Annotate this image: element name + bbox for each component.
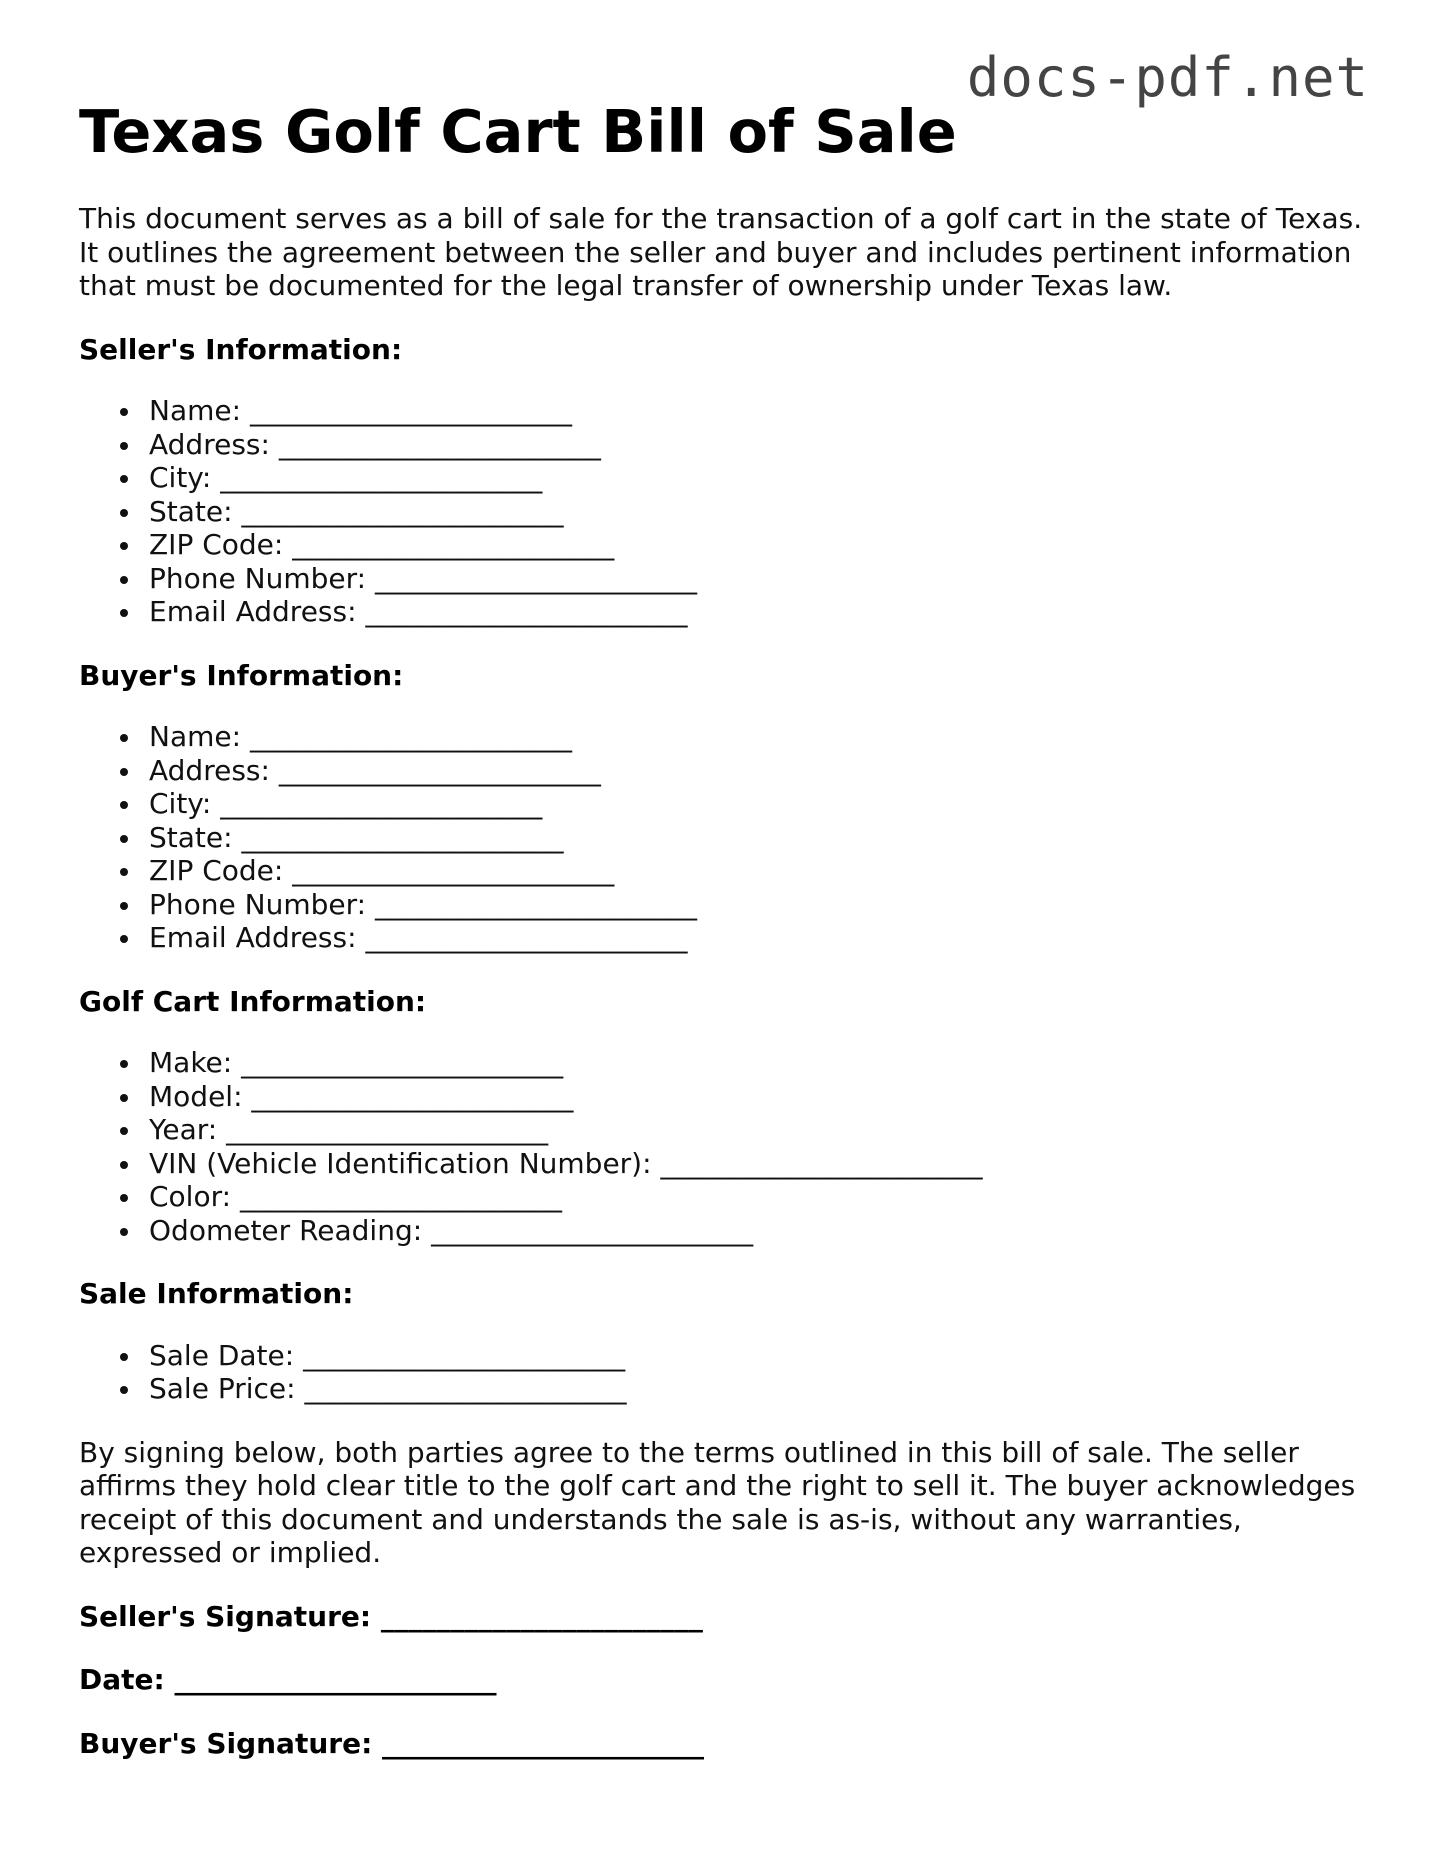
fill-in-blank[interactable]: _______________________ xyxy=(292,528,615,561)
fill-in-blank[interactable]: _______________________ xyxy=(226,1113,549,1146)
field-label: State: xyxy=(149,494,233,528)
date-label: Date: xyxy=(79,1663,165,1696)
cart-field-list xyxy=(79,1046,1369,1247)
field-label: Make: xyxy=(149,1046,233,1079)
buyer-city-field xyxy=(149,787,1369,821)
cart-model-field xyxy=(149,1080,1369,1114)
cart-vin-field xyxy=(149,1147,1369,1181)
field-label: Name: xyxy=(149,720,242,753)
seller-city-field xyxy=(149,461,1369,495)
fill-in-blank[interactable]: _______________________ xyxy=(431,1213,754,1247)
field-label: Email Address: xyxy=(149,921,357,954)
field-label: VIN (Vehicle Identification Number): xyxy=(149,1146,652,1180)
seller-zip-field xyxy=(149,528,1369,562)
field-label: Phone Number: xyxy=(149,561,367,595)
field-label: Color: xyxy=(149,1180,232,1213)
seller-address-field xyxy=(149,428,1369,462)
field-label: Phone Number: xyxy=(149,887,367,921)
fill-in-blank[interactable]: _______________________ xyxy=(303,1338,626,1372)
date-blank[interactable]: _______________________ xyxy=(174,1663,497,1696)
cart-make-field xyxy=(149,1046,1369,1080)
field-label: Model: xyxy=(149,1079,243,1113)
fill-in-blank[interactable]: _______________________ xyxy=(220,461,543,494)
field-label: Year: xyxy=(149,1113,218,1146)
field-label: Sale Price: xyxy=(149,1372,296,1405)
cart-heading: Golf Cart Information: xyxy=(79,984,427,1018)
fill-in-blank[interactable]: _______________________ xyxy=(278,427,601,461)
buyer-address-field xyxy=(149,754,1369,788)
buyer-signature-label: Buyer's Signature: xyxy=(79,1726,373,1760)
fill-in-blank[interactable]: _______________________ xyxy=(292,854,615,887)
fill-in-blank[interactable]: _______________________ xyxy=(249,394,572,427)
buyer-signature-line xyxy=(79,1727,1369,1761)
field-label: Address: xyxy=(149,427,270,461)
cart-odometer-field xyxy=(149,1214,1369,1248)
fill-in-blank[interactable]: _______________________ xyxy=(365,595,688,628)
signature-blank[interactable]: _______________________ xyxy=(380,1599,703,1633)
buyer-name-field xyxy=(149,720,1369,754)
buyer-phone-field xyxy=(149,888,1369,922)
watermark: docs-pdf.net xyxy=(966,46,1369,109)
field-label: State: xyxy=(149,820,233,854)
fill-in-blank[interactable]: _______________________ xyxy=(241,494,564,528)
sale-field-list xyxy=(79,1339,1369,1406)
seller-state-field xyxy=(149,495,1369,529)
agreement-paragraph: By signing below, both parties agree to the terms outlined in this bill of sale. The seller affirms they hold clear title to the golf cart and the right to sell it. The buyer acknowledges receipt of this document and understands the sale is as-is, without any warranties, expressed or implied. xyxy=(79,1435,1356,1569)
buyer-state-field xyxy=(149,821,1369,855)
document-title: Texas Golf Cart Bill of Sale xyxy=(79,97,957,166)
document-page xyxy=(79,92,1369,1760)
date-line xyxy=(79,1663,1369,1697)
seller-phone-field xyxy=(149,562,1369,596)
fill-in-blank[interactable]: _______________________ xyxy=(374,887,697,921)
seller-heading: Seller's Information: xyxy=(79,332,403,366)
fill-in-blank[interactable]: _______________________ xyxy=(249,720,572,753)
buyer-zip-field xyxy=(149,854,1369,888)
fill-in-blank[interactable]: _______________________ xyxy=(220,787,543,820)
buyer-heading: Buyer's Information: xyxy=(79,658,404,692)
buyer-field-list xyxy=(79,720,1369,955)
field-label: Odometer Reading: xyxy=(149,1213,423,1247)
fill-in-blank[interactable]: _______________________ xyxy=(304,1372,627,1405)
buyer-email-field xyxy=(149,921,1369,955)
fill-in-blank[interactable]: _______________________ xyxy=(251,1079,574,1113)
field-label: City: xyxy=(149,787,212,820)
fill-in-blank[interactable]: _______________________ xyxy=(241,820,564,854)
fill-in-blank[interactable]: _______________________ xyxy=(241,1046,564,1079)
fill-in-blank[interactable]: _______________________ xyxy=(239,1180,562,1213)
field-label: ZIP Code: xyxy=(149,528,284,561)
fill-in-blank[interactable]: _______________________ xyxy=(365,921,688,954)
fill-in-blank[interactable]: _______________________ xyxy=(374,561,697,595)
intro-paragraph: This document serves as a bill of sale for the transaction of a golf cart in the state of Texas. It outlines the agreement between the seller and buyer and includes pertinent information that must be documented for the legal transfer of ownership under Texas law. xyxy=(79,202,1363,302)
seller-signature-line xyxy=(79,1600,1369,1634)
seller-signature-label: Seller's Signature: xyxy=(79,1599,372,1633)
seller-name-field xyxy=(149,394,1369,428)
field-label: Email Address: xyxy=(149,595,357,628)
cart-color-field xyxy=(149,1180,1369,1214)
fill-in-blank[interactable]: _______________________ xyxy=(660,1146,983,1180)
field-label: ZIP Code: xyxy=(149,854,284,887)
sale-heading: Sale Information: xyxy=(79,1277,354,1310)
sale-date-field xyxy=(149,1339,1369,1373)
seller-email-field xyxy=(149,595,1369,629)
cart-year-field xyxy=(149,1113,1369,1147)
field-label: Name: xyxy=(149,394,242,427)
sale-price-field xyxy=(149,1372,1369,1406)
field-label: Sale Date: xyxy=(149,1338,295,1372)
signature-blank[interactable]: _______________________ xyxy=(382,1726,705,1760)
field-label: Address: xyxy=(149,753,270,787)
field-label: City: xyxy=(149,461,212,494)
seller-field-list xyxy=(79,394,1369,629)
fill-in-blank[interactable]: _______________________ xyxy=(278,753,601,787)
